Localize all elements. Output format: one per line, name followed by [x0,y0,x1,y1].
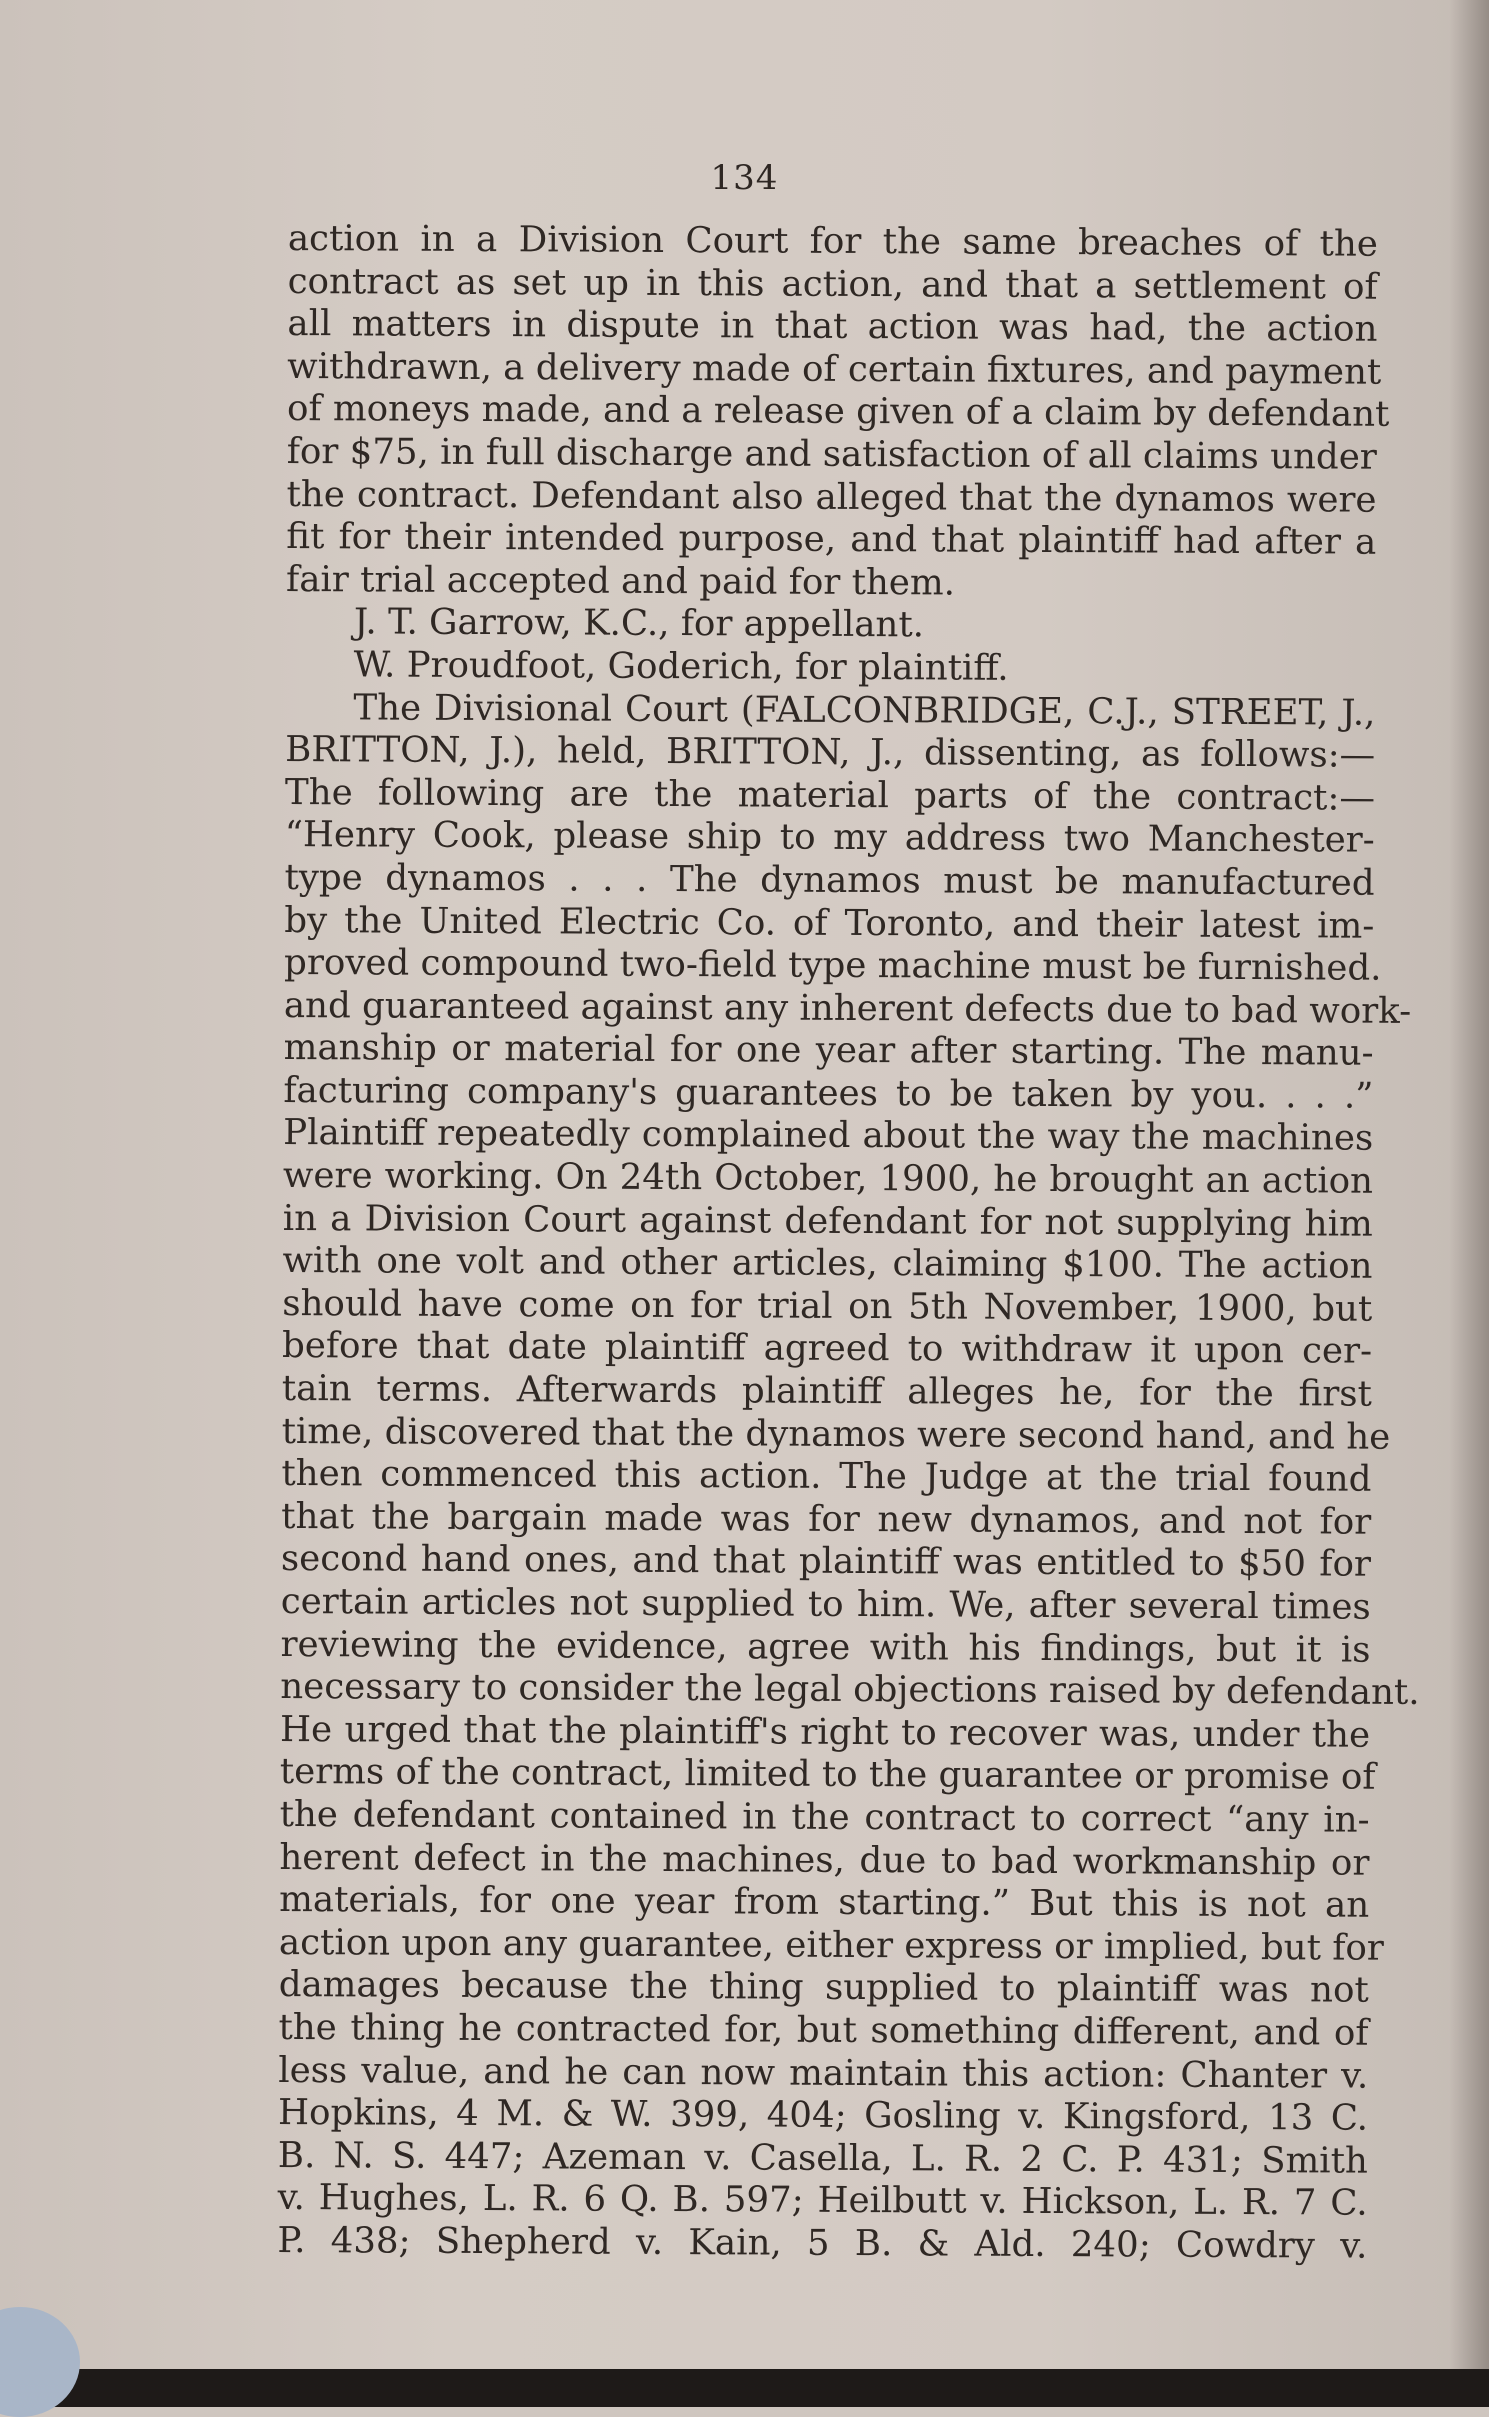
text-line: the thing he contracted for, but something different, and of [278,2006,1369,2054]
text-line: tain terms. Afterwards plaintiff alleges he, for the first [281,1368,1372,1415]
text-line: before that date plaintiff agreed to withdraw it upon cer- [281,1325,1373,1373]
text-line: He urged that the plaintiff's right to recover was, under the [279,1708,1371,1756]
text-line: then commenced this action. The Judge at the trial found [281,1453,1372,1500]
text-line: with one volt and other articles, claiming $100. The action [282,1240,1373,1287]
text-line: J. T. Garrow, K.C., for appellant. [353,601,925,646]
text-line: B. N. S. 447; Azeman v. Casella, L. R. 2 C. P. 431; Smith [277,2134,1368,2182]
text-line: fit for their intended purpose, and that plaintiff had after a [286,516,1377,563]
text-line: W. Proudfoot, Goderich, for plaintiff. [353,644,1009,689]
text-line: the defendant contained in the contract to correct “any in- [279,1793,1370,1841]
text-line: The following are the material parts of the contract:— [284,771,1376,819]
text-line: The Divisional Court (FALCONBRIDGE, C.J., STREET, J., [353,686,1376,734]
text-line: for $75, in full discharge and satisfaction of all claims under [286,430,1377,478]
text-line: less value, and he can now maintain this action: Chanter v. [278,2049,1369,2097]
text-line: materials, for one year from starting.” But this is not an [279,1879,1370,1926]
text-line: in a Division Court against defendant for not supplying him [282,1197,1373,1245]
text-line: by the United Electric Co. of Toronto, and their latest im- [284,899,1375,947]
text-line: action in a Division Court for the same breaches of the [287,218,1378,265]
text-line: manship or material for one year after starting. The manu- [283,1027,1374,1074]
text-line: type dynamos . . . The dynamos must be manufactured [284,856,1375,904]
text-line: v. Hughes, L. R. 6 Q. B. 597; Heilbutt v. Hickson, L. R. 7 C. [277,2177,1368,2224]
text-line: all matters in dispute in that action was had, the action [287,303,1378,350]
text-line: that the bargain made was for new dynamos, and not for [281,1495,1372,1543]
text-line: action upon any guarantee, either express or implied, but for [278,1921,1384,1969]
text-line: proved compound two-field type machine must be furnished. [283,942,1382,989]
page-number: 134 [710,158,779,198]
text-line: time, discovered that the dynamos were second hand, and he [281,1410,1391,1458]
page-gutter-shadow [1449,0,1489,2407]
text-line: Hopkins, 4 M. & W. 399, 404; Gosling v. Kingsford, 13 C. [277,2092,1369,2139]
text-line: of moneys made, and a release given of a claim by defendant [286,388,1390,436]
body-text [277,218,1420,2268]
text-line: contract as set up in this action, and that a settlement of [287,260,1378,308]
text-line: P. 438; Shepherd v. Kain, 5 B. & Ald. 240; Cowdry v. [277,2219,1368,2267]
text-line: withdrawn, a delivery made of certain fixtures, and payment [287,345,1382,393]
text-line: herent defect in the machines, due to bad workmanship or [279,1836,1370,1884]
text-line: the contract. Defendant also alleged that the dynamos were [286,473,1377,521]
book-bottom-edge [0,2369,1489,2407]
text-line: necessary to consider the legal objections raised by defendant. [280,1666,1420,1714]
text-line: Plaintiff repeatedly complained about the way the machines [283,1112,1374,1160]
text-line: were working. On 24th October, 1900, he brought an action [282,1155,1374,1202]
text-line: fair trial accepted and paid for them. [286,558,956,604]
text-line: BRITTON, J.), held, BRITTON, J., dissenting, as follows:— [285,729,1376,776]
text-line: certain articles not supplied to him. We, after several times [280,1580,1371,1628]
text-line: damages because the thing supplied to plaintiff was not [278,1964,1369,2012]
text-line: second hand ones, and that plaintiff was entitled to $50 for [280,1538,1372,1586]
text-line: should have come on for trial on 5th November, 1900, but [282,1282,1373,1330]
text-line: reviewing the evidence, agree with his findings, but it is [280,1623,1371,1671]
text-line: and guaranteed against any inherent defects due to bad work- [283,984,1412,1032]
text-line: “Henry Cook, please ship to my address two Manchester- [284,814,1375,862]
text-line: terms of the contract, limited to the guarantee or promise of [279,1751,1376,1799]
text-line: facturing company's guarantees to be taken by you. . . .” [283,1069,1374,1117]
